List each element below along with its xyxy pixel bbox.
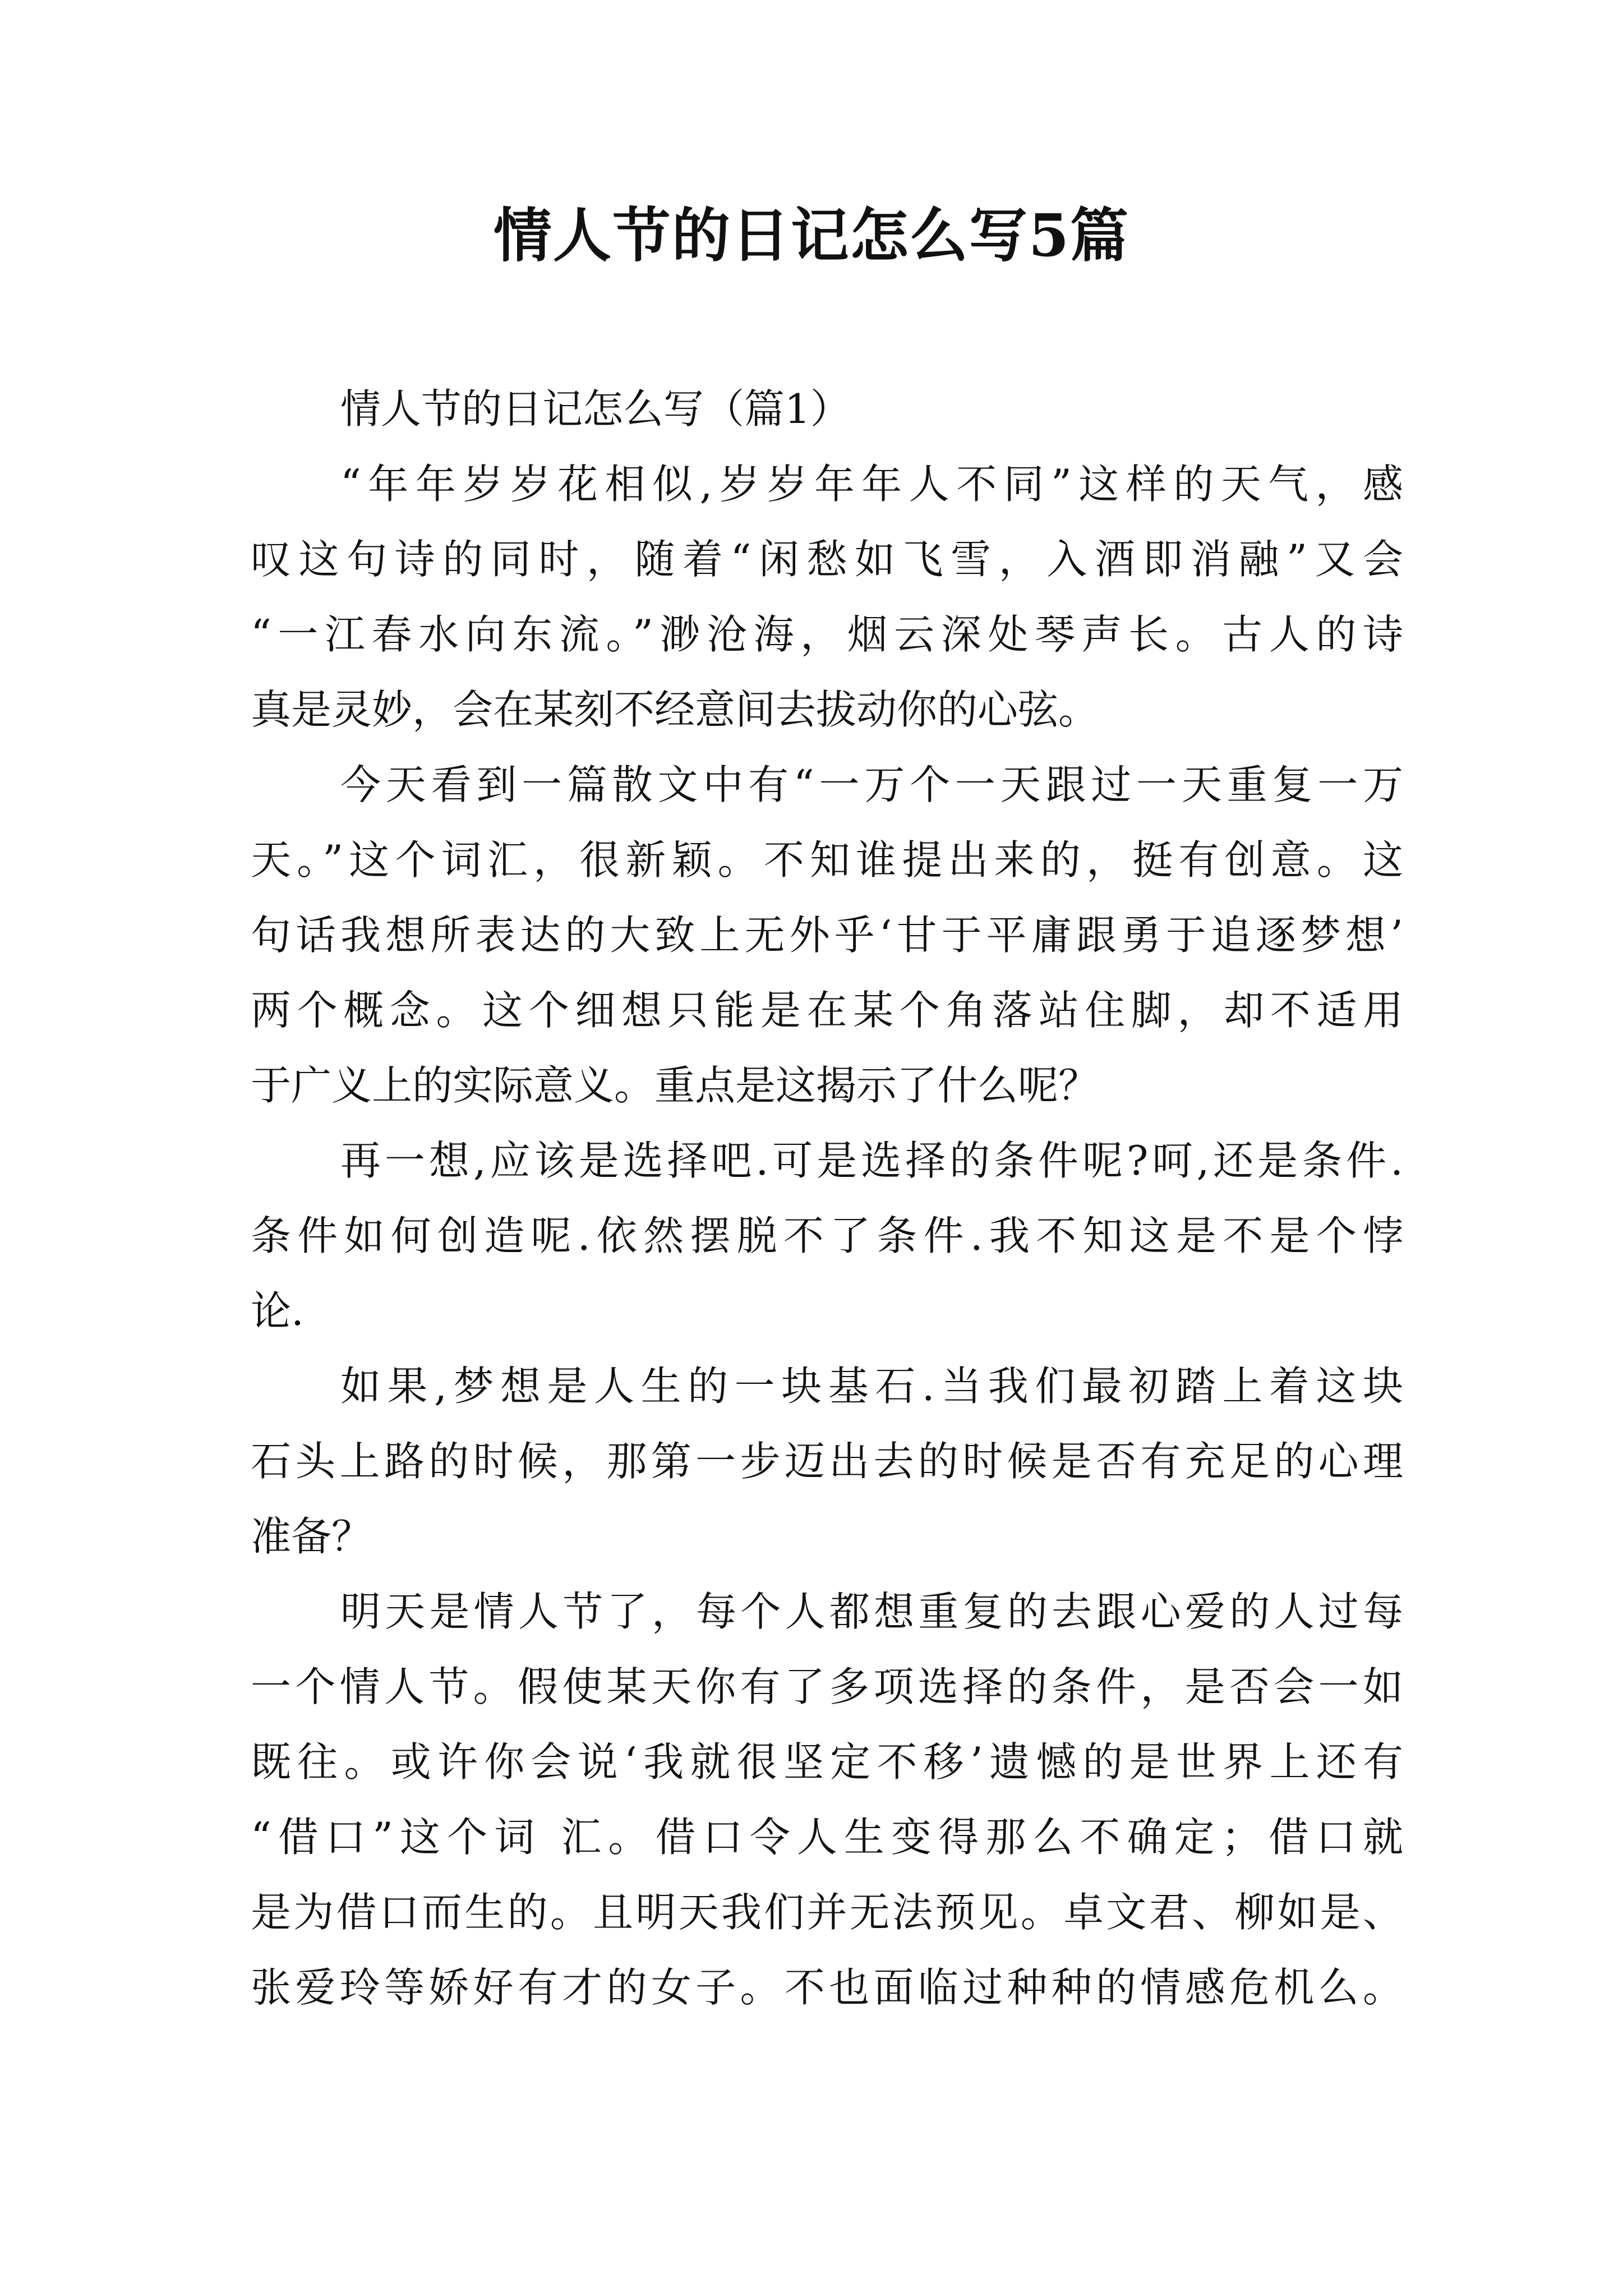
- document-title: 情人节的日记怎么写5篇: [493, 201, 1130, 270]
- section-heading: 情人节的日记怎么写（篇1）: [340, 385, 851, 432]
- paragraph-line: 准备？: [251, 1513, 372, 1560]
- paragraph-line: 张爱玲等娇好有才的女子。不也面临过种种的情感危机么。: [251, 1964, 1403, 2011]
- paragraph-line: 真是灵妙，会在某刻不经意间去拔动你的心弦。: [251, 686, 1099, 733]
- paragraph-line: 再一想,应该是选择吧.可是选择的条件呢?呵,还是条件.: [340, 1137, 1403, 1184]
- document-body: [251, 371, 1403, 2025]
- paragraph-line: 条件如何创造呢.依然摆脱不了条件.我不知这是不是个悖: [251, 1212, 1403, 1259]
- paragraph-line: 明天是情人节了，每个人都想重复的去跟心爱的人过每: [340, 1588, 1403, 1635]
- paragraph-line: 天。”这个词汇，很新颖。不知谁提出来的，挺有创意。这: [251, 836, 1403, 884]
- paragraph-line: 石头上路的时候，那第一步迈出去的时候是否有充足的心理: [251, 1438, 1403, 1485]
- paragraph-line: 是为借口而生的。且明天我们并无法预见。卓文君、柳如是、: [251, 1889, 1403, 1936]
- paragraph-line: 既往。或许你会说‘我就很坚定不移’遗憾的是世界上还有: [251, 1738, 1403, 1786]
- paragraph-line: 句话我想所表达的大致上无外乎‘甘于平庸跟勇于追逐梦想’: [251, 912, 1403, 959]
- paragraph-line: 论.: [251, 1287, 304, 1335]
- paragraph-line: 于广义上的实际意义。重点是这揭示了什么呢？: [251, 1062, 1099, 1109]
- paragraph-line: “年年岁岁花相似,岁岁年年人不同”这样的天气，感: [340, 461, 1403, 508]
- paragraph-line: 一个情人节。假使某天你有了多项选择的条件，是否会一如: [251, 1663, 1403, 1710]
- paragraph-line: 叹这句诗的同时，随着“闲愁如飞雪，入酒即消融”又会: [251, 536, 1403, 583]
- paragraph-line: “借口”这个词 汇。借口令人生变得那么不确定；借口就: [251, 1814, 1403, 1861]
- paragraph-line: 今天看到一篇散文中有“一万个一天跟过一天重复一万: [340, 761, 1403, 808]
- paragraph-line: 两个概念。这个细想只能是在某个角落站住脚，却不适用: [251, 987, 1403, 1034]
- paragraph-line: “一江春水向东流。”渺沧海，烟云深处琴声长。古人的诗: [251, 611, 1403, 658]
- paragraph-line: 如果,梦想是人生的一块基石.当我们最初踏上着这块: [340, 1363, 1403, 1410]
